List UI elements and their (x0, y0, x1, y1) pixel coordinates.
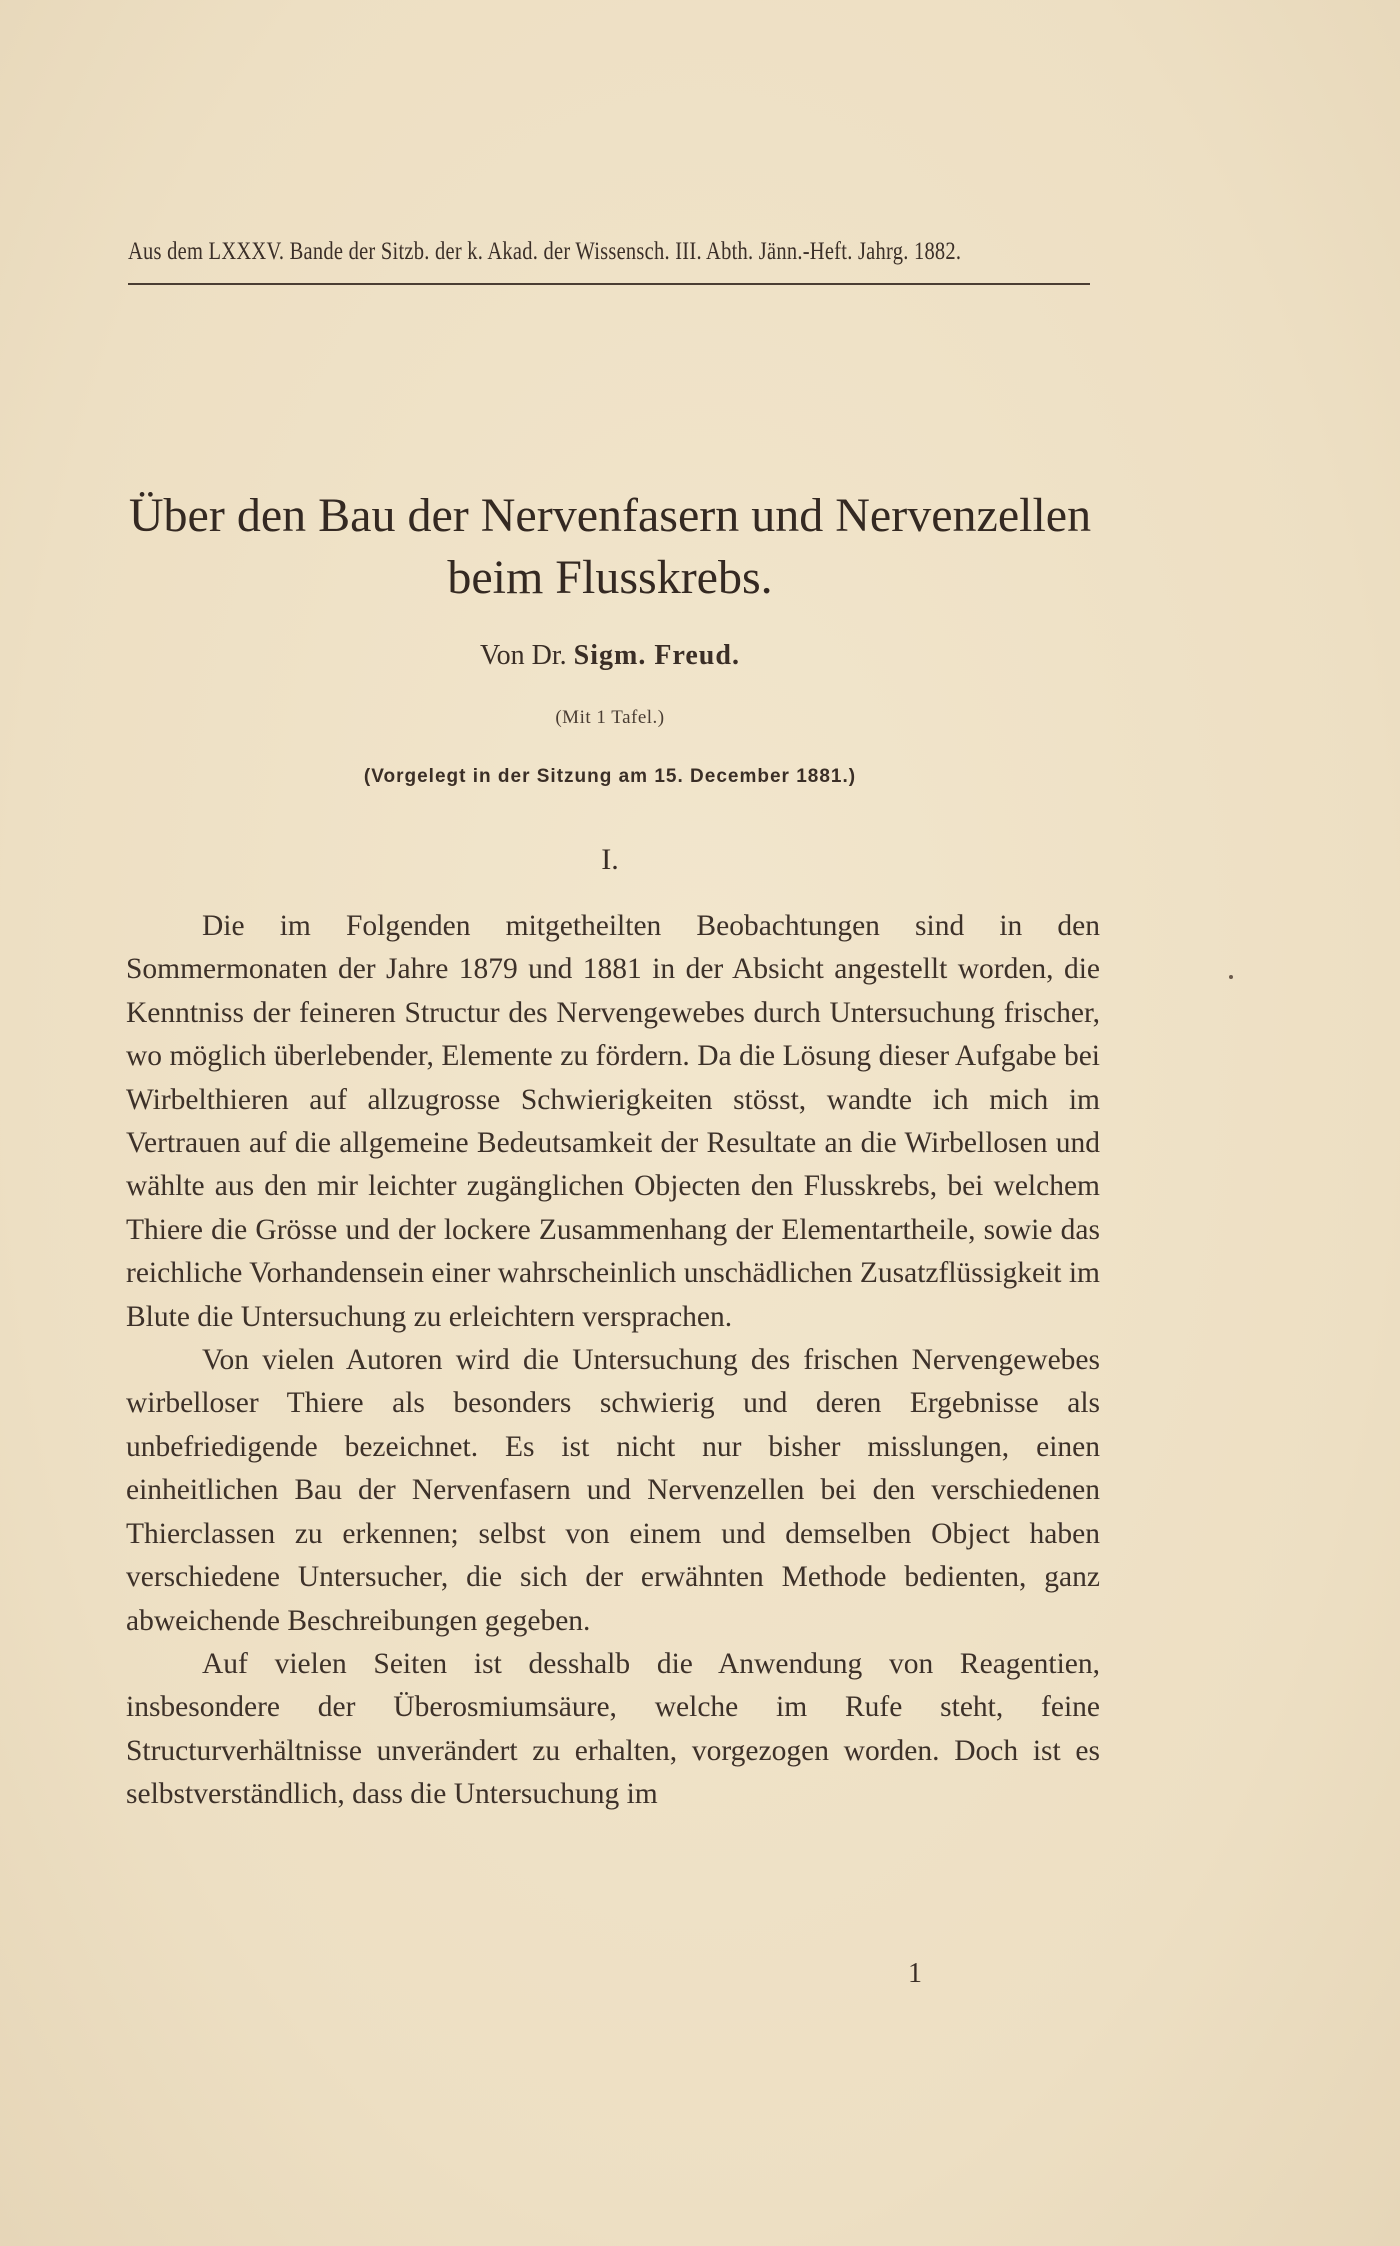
section-number: I. (601, 843, 619, 876)
page-number: 1 (908, 1958, 922, 1989)
presented-note: (Vorgelegt in der Sitzung am 15. December 1881.) (363, 766, 857, 787)
paragraph: Auf vielen Seiten ist desshalb die Anwendung von Reagentien, insbesondere der Überosmiumsäure, welche im Rufe steht, feine Structurverhältnisse unverändert zu erhalten, vorgezogen worden. Doch ist es selbstverständlich, dass die Untersuchung im (126, 1647, 1100, 1811)
body-text (126, 905, 1100, 1817)
header-rule (128, 283, 1090, 285)
title-line-1: Über den Bau der Nervenfasern und Nervenzellen (128, 489, 1092, 542)
paragraph: Von vielen Autoren wird die Untersuchung des frischen Nervengewebes wirbelloser Thiere als besonders schwierig und deren Ergebnisse als unbefriedigende bezeichnet. Es ist nicht nur bisher misslungen, einen einheitlichen Bau der Nervenfasern und Nervenzellen bei den verschiedenen Thierclassen zu erkennen; selbst von einem und demselben Object haben verschiedene Untersucher, die sich der erwähnten Methode bedienten, ganz abweichende Beschreibungen gegeben. (126, 1344, 1100, 1637)
margin-speck (1229, 975, 1233, 979)
title-line-2: beim Flusskrebs. (447, 551, 773, 604)
article-title (120, 485, 1100, 609)
paragraph: Die im Folgenden mitgetheilten Beobachtungen sind in den Sommermonaten der Jahre 1879 und 1881 in der Absicht angestellt worden, die Kenntniss der feineren Structur des Nervengewebes durch Untersuchung frischer, wo möglich überlebender, Elemente zu fördern. Da die Lösung dieser Aufgabe bei Wirbelthieren auf allzugrosse Schwierigkeiten stösst, wandte ich mich im Vertrauen auf die allgemeine Bedeutsamkeit der Resultate an die Wirbellosen und wählte aus den mir leichter zugänglichen Objecten den Flusskrebs, bei welchem Thiere die Grösse und der lockere Zusammenhang der Elementartheile, sowie das reichliche Vorhandensein einer wahrscheinlich unschädlichen Zusatzflüssigkeit im Blute die Untersuchung zu erleichtern versprachen. (126, 910, 1100, 1333)
author-line (120, 640, 1100, 672)
author-prefix: Von Dr. (480, 640, 567, 671)
author-name: Sigm. Freud. (573, 640, 740, 671)
plate-note: (Mit 1 Tafel.) (555, 707, 665, 728)
running-head: Aus dem LXXXV. Bande der Sitzb. der k. Akad. der Wissensch. III. Abth. Jänn.-Heft. Jahrg. 1882. (128, 238, 962, 265)
